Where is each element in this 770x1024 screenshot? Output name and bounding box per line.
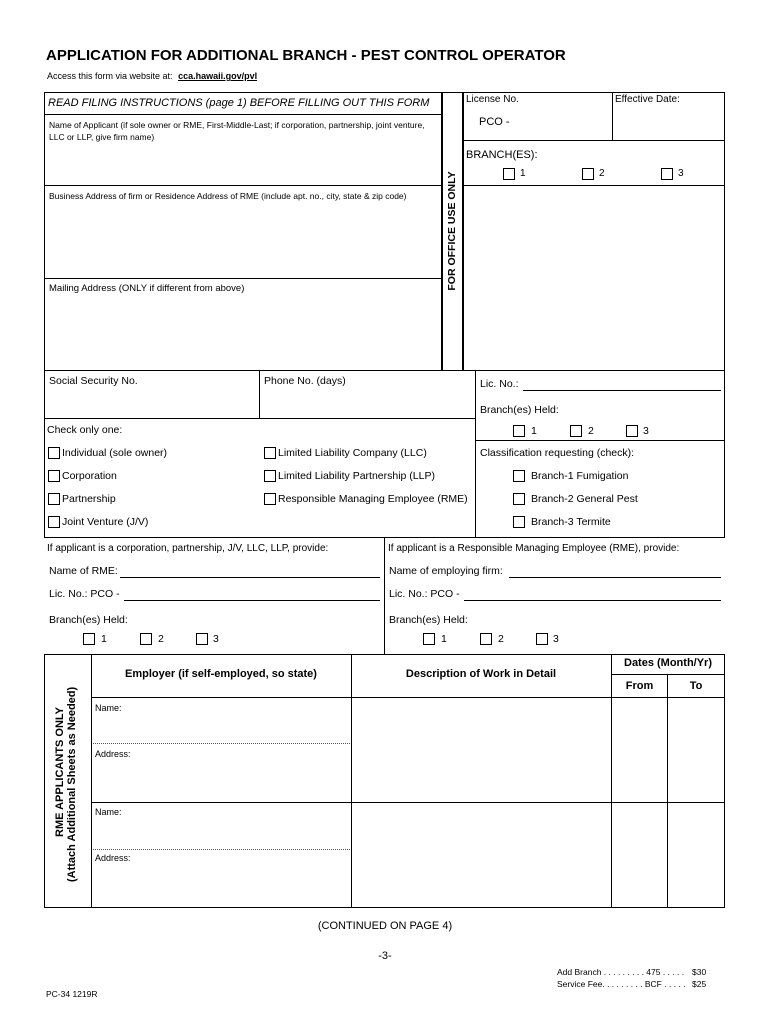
office-branches-label: BRANCH(ES): bbox=[466, 149, 538, 161]
rme-lic-label: Lic. No.: PCO - bbox=[389, 588, 460, 600]
instructions-text: READ FILING INSTRUCTIONS (page 1) BEFORE FILLING OUT THIS FORM bbox=[48, 97, 430, 109]
office-branch-3-label: 3 bbox=[678, 168, 684, 179]
applicant-name-label: Name of Applicant (if sole owner or RME, First-Middle-Last; if corporation, partnership, joint venture, LLC or LLP, give firm name) bbox=[49, 120, 425, 142]
employer-2-name-field[interactable] bbox=[93, 818, 349, 848]
general-pest-label: Branch-2 General Pest bbox=[531, 493, 638, 505]
general-pest-checkbox[interactable] bbox=[513, 493, 525, 505]
to-date-2-field[interactable] bbox=[669, 804, 723, 906]
llc-checkbox[interactable] bbox=[264, 447, 276, 459]
rme-label: Responsible Managing Employee (RME) bbox=[278, 493, 468, 505]
rme-applicants-only-label: RME APPLICANTS ONLY bbox=[54, 707, 66, 837]
corp-lic-field[interactable] bbox=[124, 600, 380, 601]
corporation-checkbox[interactable] bbox=[48, 470, 60, 482]
individual-label: Individual (sole owner) bbox=[62, 447, 168, 459]
fumigation-checkbox[interactable] bbox=[513, 470, 525, 482]
employer-1-name-field[interactable] bbox=[93, 714, 349, 742]
business-address-label: Business Address of firm or Residence Address of RME (include apt. no., city, state & zip code) bbox=[49, 191, 407, 201]
partnership-label: Partnership bbox=[62, 493, 116, 505]
effective-date-label: Effective Date: bbox=[615, 94, 680, 105]
rme-lic-field[interactable] bbox=[464, 600, 721, 601]
llp-checkbox[interactable] bbox=[264, 470, 276, 482]
office-branch-1-label: 1 bbox=[520, 168, 526, 179]
mailing-address-field[interactable] bbox=[46, 298, 440, 368]
from-date-1-field[interactable] bbox=[613, 699, 665, 800]
lic-no-label: Lic. No.: bbox=[480, 378, 519, 390]
rme-branch-1-checkbox[interactable] bbox=[423, 633, 435, 645]
description-header: Description of Work in Detail bbox=[405, 668, 557, 680]
rme-branch-2-label: 2 bbox=[498, 633, 504, 645]
branches-held-label: Branch(es) Held: bbox=[480, 404, 559, 416]
individual-checkbox[interactable] bbox=[48, 447, 60, 459]
held-branch-3-label: 3 bbox=[643, 425, 649, 437]
classification-label: Classification requesting (check): bbox=[480, 447, 635, 459]
office-pco-prefix: PCO - bbox=[479, 116, 510, 128]
to-header: To bbox=[689, 680, 703, 692]
corp-branch-3-label: 3 bbox=[213, 633, 219, 645]
corp-lic-label: Lic. No.: PCO - bbox=[49, 588, 120, 600]
fee-service-amount: $25 bbox=[692, 979, 707, 989]
applicant-name-field[interactable] bbox=[46, 145, 440, 183]
fee-add-branch-label: Add Branch . . . . . . . . . 475 . . . . . bbox=[557, 967, 685, 977]
held-branch-3-checkbox[interactable] bbox=[626, 425, 638, 437]
rme-branch-2-checkbox[interactable] bbox=[480, 633, 492, 645]
held-branch-1-label: 1 bbox=[531, 425, 537, 437]
rme-section-header: If applicant is a Responsible Managing Employee (RME), provide: bbox=[388, 543, 680, 554]
joint-venture-checkbox[interactable] bbox=[48, 516, 60, 528]
lic-no-field[interactable] bbox=[523, 390, 721, 391]
employer-1-name-label: Name: bbox=[95, 703, 122, 713]
attach-sheets-label: (Attach Additional Sheets as Needed) bbox=[66, 686, 78, 882]
employer-1-address-label: Address: bbox=[95, 749, 131, 759]
rme-name-field[interactable] bbox=[120, 577, 380, 578]
rme-checkbox[interactable] bbox=[264, 493, 276, 505]
corp-branch-2-checkbox[interactable] bbox=[140, 633, 152, 645]
rme-name-label: Name of RME: bbox=[49, 565, 118, 577]
held-branch-2-label: 2 bbox=[588, 425, 594, 437]
fee-add-branch-amount: $30 bbox=[692, 967, 707, 977]
rme-branch-3-label: 3 bbox=[553, 633, 559, 645]
from-date-2-field[interactable] bbox=[613, 804, 665, 906]
fee-service-label: Service Fee. . . . . . . . . BCF . . . . . bbox=[557, 979, 686, 989]
employing-firm-label: Name of employing firm: bbox=[389, 565, 503, 577]
corp-branch-3-checkbox[interactable] bbox=[196, 633, 208, 645]
fumigation-label: Branch-1 Fumigation bbox=[531, 470, 629, 482]
to-date-1-field[interactable] bbox=[669, 699, 723, 800]
work-description-2-field[interactable] bbox=[353, 804, 609, 906]
access-prefix: Access this form via website at: bbox=[47, 71, 173, 81]
corp-branches-label: Branch(es) Held: bbox=[49, 614, 128, 626]
license-no-label: License No. bbox=[466, 94, 519, 105]
llp-label: Limited Liability Partnership (LLP) bbox=[278, 470, 435, 482]
work-description-1-field[interactable] bbox=[353, 699, 609, 800]
office-branch-3-checkbox[interactable] bbox=[661, 168, 673, 180]
held-branch-2-checkbox[interactable] bbox=[570, 425, 582, 437]
partnership-checkbox[interactable] bbox=[48, 493, 60, 505]
corp-section-header: If applicant is a corporation, partnership, J/V, LLC, LLP, provide: bbox=[47, 543, 329, 554]
phone-field[interactable] bbox=[261, 390, 473, 416]
phone-label: Phone No. (days) bbox=[264, 375, 346, 387]
mailing-address-label: Mailing Address (ONLY if different from above) bbox=[49, 283, 245, 294]
dates-header: Dates (Month/Yr) bbox=[624, 657, 712, 669]
corp-branch-2-label: 2 bbox=[158, 633, 164, 645]
from-header: From bbox=[625, 680, 654, 692]
office-branch-2-checkbox[interactable] bbox=[582, 168, 594, 180]
employer-2-name-label: Name: bbox=[95, 807, 122, 817]
form-code: PC-34 1219R bbox=[46, 989, 98, 999]
employer-header: Employer (if self-employed, so state) bbox=[125, 668, 317, 680]
website-link[interactable]: cca.hawaii.gov/pvl bbox=[178, 71, 258, 81]
employer-2-address-label: Address: bbox=[95, 853, 131, 863]
joint-venture-label: Joint Venture (J/V) bbox=[62, 516, 149, 528]
access-text bbox=[47, 70, 257, 82]
office-branch-1-checkbox[interactable] bbox=[503, 168, 515, 180]
office-branch-2-label: 2 bbox=[599, 168, 605, 179]
termite-checkbox[interactable] bbox=[513, 516, 525, 528]
rme-branches-label: Branch(es) Held: bbox=[389, 614, 468, 626]
ssn-label: Social Security No. bbox=[49, 375, 138, 387]
office-use-label: FOR OFFICE USE ONLY bbox=[446, 171, 458, 291]
llc-label: Limited Liability Company (LLC) bbox=[278, 447, 427, 459]
corp-branch-1-label: 1 bbox=[101, 633, 107, 645]
held-branch-1-checkbox[interactable] bbox=[513, 425, 525, 437]
rme-branch-1-label: 1 bbox=[441, 633, 447, 645]
business-address-field[interactable] bbox=[46, 203, 440, 275]
termite-label: Branch-3 Termite bbox=[531, 516, 611, 528]
employer-1-address-field[interactable] bbox=[93, 760, 349, 800]
ssn-field[interactable] bbox=[46, 390, 257, 416]
corporation-label: Corporation bbox=[62, 470, 117, 482]
form-title: APPLICATION FOR ADDITIONAL BRANCH - PEST CONTROL OPERATOR bbox=[46, 47, 566, 64]
continued-note: (CONTINUED ON PAGE 4) bbox=[317, 920, 453, 932]
corp-branch-1-checkbox[interactable] bbox=[83, 633, 95, 645]
check-only-one-label: Check only one: bbox=[47, 424, 123, 436]
page-number: -3- bbox=[378, 950, 392, 962]
employer-2-address-field[interactable] bbox=[93, 864, 349, 906]
rme-branch-3-checkbox[interactable] bbox=[536, 633, 548, 645]
employing-firm-field[interactable] bbox=[509, 577, 721, 578]
